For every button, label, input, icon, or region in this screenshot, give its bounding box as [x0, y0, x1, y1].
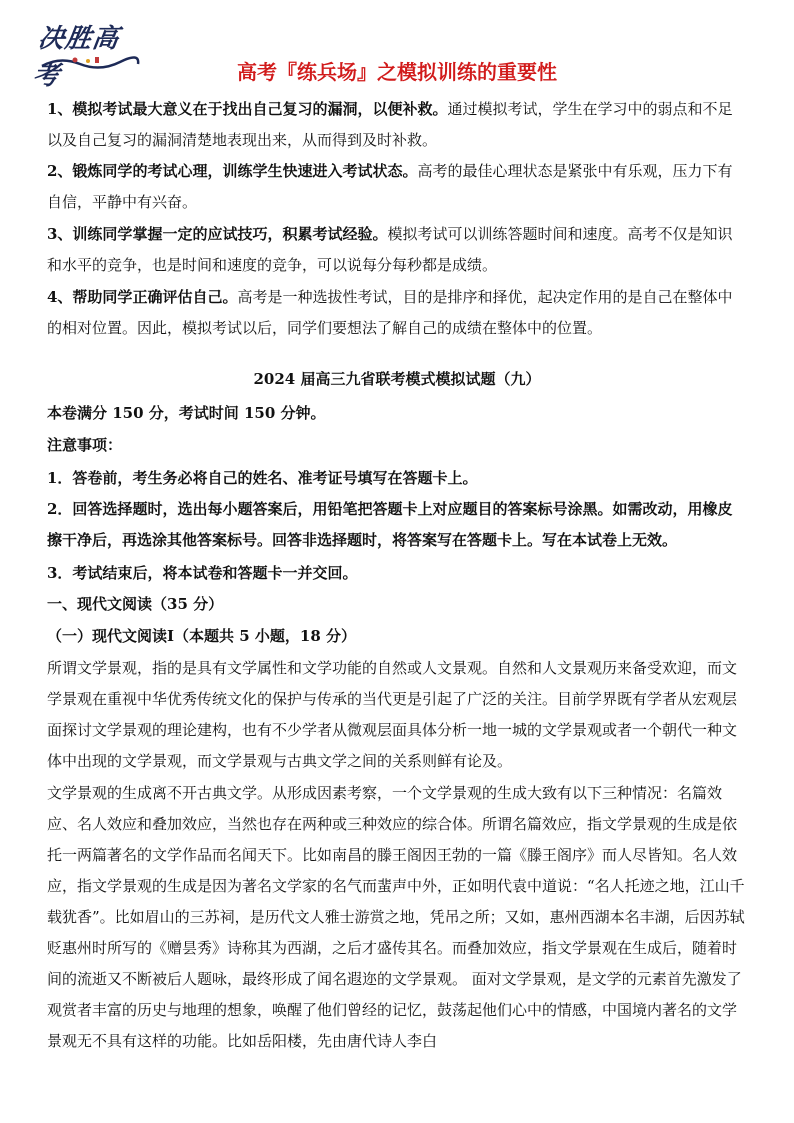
importance-item-3-text: 模拟考试可以训练答题时间和速度。高考不仅是知识和水平的竞争，也是时间和速度的竞争，可以说每分每秒都是成绩。: [47, 225, 733, 274]
exam-title: 2024 届高三九省联考模式模拟试题（九）: [253, 370, 541, 388]
importance-item-2: [47, 156, 747, 218]
passage-paragraph-2: 文学景观的生成离不开古典文学。从形成因素考察，一个文学景观的生成大致有以下三种情况：名篇效应、名人效应和叠加效应，当然也存在两种或三种效应的综合体。所谓名篇效应，指文学景观的生成是依托一两篇著名的文学作品而名闻天下。比如南昌的滕王阁因王勃的一篇《滕王阁序》而人尽皆知。名人效应，指文学景观的生成是因为著名文学家的名气而蜚声中外，正如明代袁中道说：“名人托迹之地，江山千载犹香”。比如眉山的三苏祠，是历代文人雅士游赏之地，凭吊之所；又如，惠州西湖本名丰湖，后因苏轼贬惠州时所写的《赠昙秀》诗称其为西湖，之后才盛传其名。而叠加效应，指文学景观在生成后，随着时间的流逝又不断被后人题咏，最终形成了闻名遐迩的文学景观。 面对文学景观，是文学的元素首先激发了观赏者丰富的历史与地理的想象，唤醒了他们曾经的记忆，鼓荡起他们心中的情感，中国境内著名的文学景观无不具有这样的功能。比如岳阳楼，先由唐代诗人李白: [47, 784, 745, 1050]
exam-info: 本卷满分 150 分，考试时间 150 分钟。: [47, 404, 326, 422]
importance-item-2-text: 高考的最佳心理状态是紧张中有乐观，压力下有自信，平静中有兴奋。: [47, 162, 733, 211]
importance-item-1-lead: 1、模拟考试最大意义在于找出自己复习的漏洞，以便补救。: [47, 100, 448, 118]
importance-item-4-text: 高考是一种选拔性考试，目的是排序和择优，起决定作用的是自己在整体中的相对位置。因此，模拟考试以后，同学们要想法了解自己的成绩在整体中的位置。: [47, 288, 733, 337]
section-subheading: （一）现代文阅读Ⅰ（本题共 5 小题，18 分）: [47, 627, 356, 645]
note-3: 3．考试结束后，将本试卷和答题卡一并交回。: [47, 564, 358, 582]
importance-item-1: [47, 94, 747, 156]
importance-item-3: [47, 219, 747, 281]
importance-item-2-lead: 2、锻炼同学的考试心理，训练学生快速进入考试状态。: [47, 162, 418, 180]
importance-item-1-text: 通过模拟考试，学生在学习中的弱点和不足以及自己复习的漏洞清楚地表现出来，从而得到及时补救。: [47, 100, 733, 149]
notes-heading: 注意事项：: [47, 436, 123, 454]
banner-title: 高考『练兵场』之模拟训练的重要性: [237, 60, 557, 84]
importance-item-4-lead: 4、帮助同学正确评估自己。: [47, 288, 238, 306]
passage-paragraph-1: 所谓文学景观，指的是具有文学属性和文学功能的自然或人文景观。自然和人文景观历来备受欢迎，而文学景观在重视中华优秀传统文化的保护与传承的当代更是引起了广泛的关注。目前学界既有学者从宏观层面探讨文学景观的理论建构，也有不少学者从微观层面具体分析一地一城的文学景观或者一个朝代一种文体中出现的文学景观，而文学景观与古典文学之间的关系则鲜有论及。: [47, 659, 738, 770]
importance-item-4: [47, 282, 747, 344]
note-2: 2．回答选择题时，选出每小题答案后，用铅笔把答题卡上对应题目的答案标号涂黑。如需改动，用橡皮擦干净后，再选涂其他答案标号。回答非选择题时，将答案写在答题卡上。写在本试卷上无效。: [47, 500, 733, 549]
logo-text: 决胜高考: [30, 24, 122, 91]
note-1: 1．答卷前，考生务必将自己的姓名、准考证号填写在答题卡上。: [47, 469, 478, 487]
section-heading: 一、现代文阅读（35 分）: [47, 595, 224, 613]
importance-item-3-lead: 3、训练同学掌握一定的应试技巧，积累考试经验。: [47, 225, 388, 243]
